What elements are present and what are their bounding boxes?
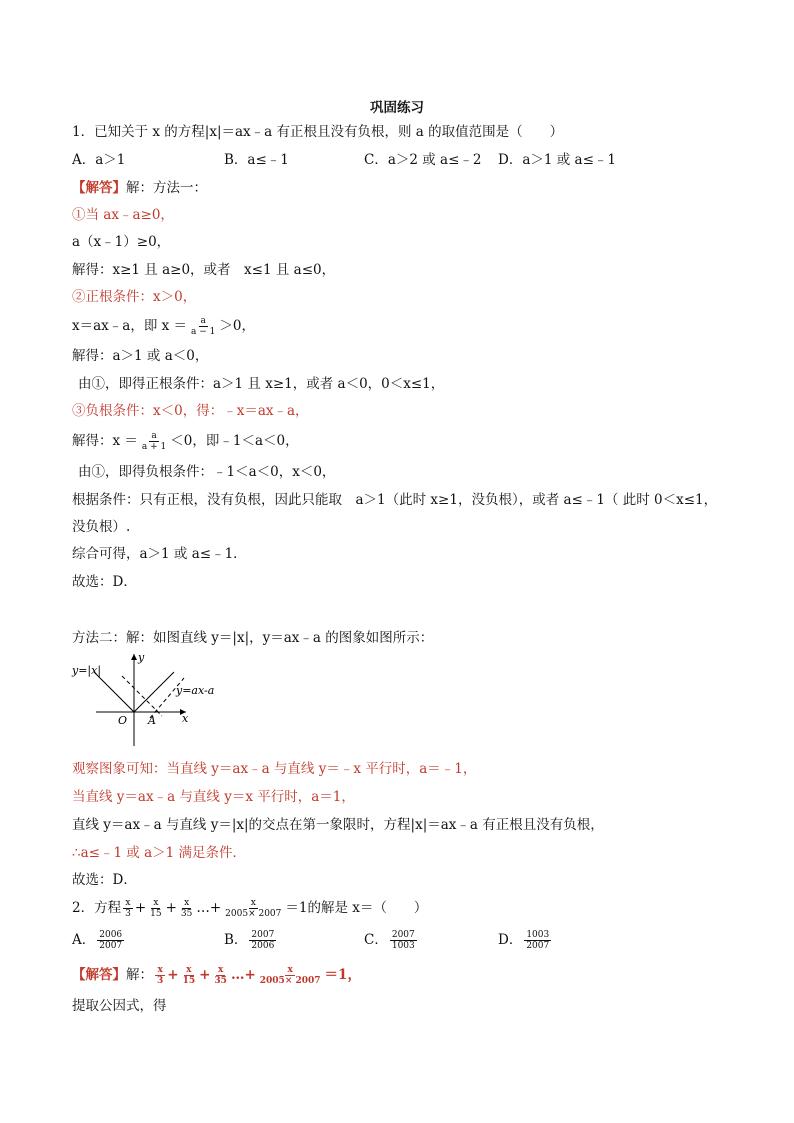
q1-observe-4: ∴a≤﹣1 或 a＞1 满足条件． — [72, 845, 247, 861]
answer-term-3 — [212, 965, 229, 986]
frac-num: x — [125, 898, 131, 908]
q2-term-1 — [123, 898, 133, 919]
option-fraction — [249, 930, 276, 951]
answer-tag: 【解答】 — [72, 967, 126, 983]
answer-term-1 — [155, 965, 165, 986]
frac-num: 2006 — [99, 930, 123, 940]
frac-den: 15 — [182, 976, 196, 986]
frac-num: x — [186, 965, 192, 975]
q2-option-a — [72, 930, 126, 951]
q1-stem: 1．已知关于 x 的方程|x|＝ax﹣a 有正根且没有负根，则 a 的取值范围是（ ） — [72, 124, 564, 140]
q1-line-case2: ②正根条件：x＞0， — [72, 289, 197, 305]
q1-line-solve3 — [72, 431, 299, 452]
q1-choose-2: 故选：D． — [72, 872, 137, 888]
frac-num: x — [287, 965, 293, 975]
frac-num: a — [151, 431, 157, 441]
q1-option-a: A．a＞1 — [72, 152, 126, 168]
label-origin: O — [118, 714, 128, 727]
fraction-a-over-a-minus-1 — [189, 316, 217, 337]
frac-den: a − 1 — [191, 327, 216, 337]
frac-den: 2005× 2007 — [225, 909, 282, 919]
y-axis-arrow — [131, 654, 137, 660]
q2-last-line: 提取公因式，得 — [72, 998, 167, 1014]
option-fraction — [390, 930, 417, 951]
frac-den: 35 — [180, 909, 193, 919]
frac-den: 35 — [214, 976, 227, 986]
answer-term-4 — [258, 965, 323, 986]
q1-line-choose: 故选：D． — [72, 574, 137, 590]
q1-line-solve2: 解得：a＞1 或 a＜0， — [72, 348, 209, 364]
q1-observe-1: 观察图象可知：当直线 y＝ax﹣a 与直线 y＝﹣x 平行时，a＝﹣1， — [72, 761, 477, 777]
q1-line-factor: a（x﹣1）≥0， — [72, 234, 171, 250]
q1-line-combined: 综合可得，a＞1 或 a≤﹣1． — [72, 546, 247, 562]
frac-den: 3 — [125, 909, 131, 919]
q1-option-d: D．a＞1 或 a≤﹣1 — [498, 152, 616, 168]
option-label: C． — [364, 932, 388, 948]
q2-answer — [72, 965, 361, 986]
fraction-a-over-a-plus-1 — [140, 431, 168, 452]
frac-den: 2007 — [99, 941, 123, 951]
q1-line-case3: ③负根条件：x＜0，得：﹣x＝ax﹣a， — [72, 403, 309, 419]
option-fraction — [524, 930, 551, 951]
q1-line-conclusion-cont: 没负根）. — [72, 519, 131, 535]
label-point-a: A — [148, 714, 156, 727]
option-label: A． — [72, 932, 96, 948]
label-y: y — [138, 651, 145, 664]
frac-num: a — [200, 316, 206, 326]
label-y-abs: y=|x| — [72, 664, 102, 677]
q2-term-2 — [148, 898, 163, 919]
q1-option-c: C．a＞2 或 a≤﹣2 — [364, 152, 482, 168]
q1-solution-head — [72, 178, 207, 198]
q2-option-d — [498, 930, 553, 951]
label-x: x — [182, 712, 189, 725]
frac-den: 2005× 2007 — [259, 976, 321, 986]
frac-den: 2007 — [526, 941, 550, 951]
q2-term-4 — [223, 898, 283, 919]
answer-term-2 — [181, 965, 198, 986]
dashed-line-neg — [122, 676, 162, 716]
q2-stem-post: ＝1的解是 x＝（ ） — [285, 900, 428, 916]
eq-tail: ＞0， — [219, 318, 255, 334]
frac-num: x — [218, 965, 224, 975]
frac-num: x — [153, 898, 159, 908]
frac-num: 1003 — [526, 930, 550, 940]
q1-observe-3: 直线 y＝ax﹣a 与直线 y＝|x|的交点在第一象限时，方程|x|＝ax﹣a 有正根且没有负根， — [72, 817, 604, 833]
frac-num: x — [184, 898, 190, 908]
label-line: y=ax-a — [176, 684, 215, 697]
method-one-label: 解：方法一： — [126, 180, 207, 196]
frac-num: 2007 — [391, 930, 415, 940]
q1-line-case1: ①当 ax﹣a≥0， — [72, 207, 174, 223]
q2-stem-pre: 2．方程 — [72, 900, 122, 916]
frac-num: x — [250, 898, 256, 908]
function-graph — [70, 648, 215, 748]
answer-post: ＝1， — [324, 967, 361, 983]
q1-observe-2: 当直线 y＝ax﹣a 与直线 y＝x 平行时，a＝1， — [72, 789, 355, 805]
solve3-text: 解得：x ＝ — [72, 433, 138, 449]
frac-den: 2006 — [251, 941, 275, 951]
option-label: B． — [224, 932, 248, 948]
frac-den: a + 1 — [141, 442, 167, 452]
solve3-tail: ＜0，即﹣1＜a＜0， — [170, 433, 299, 449]
frac-den: 3 — [157, 976, 164, 986]
q1-method-two: 方法二：解：如图直线 y＝|x|，y＝ax﹣a 的图象如图所示： — [72, 630, 434, 646]
q1-line-pos-cond: 由①，即得正根条件：a＞1 且 x≥1，或者 a＜0，0＜x≤1， — [78, 376, 445, 392]
frac-den: 15 — [150, 909, 162, 919]
q1-line-conclusion: 根据条件：只有正根，没有负根，因此只能取 a＞1（此时 x≥1，没负根），或者 a≤﹣1（ 此时 0＜x≤1， — [72, 492, 718, 508]
q2-option-b — [224, 930, 278, 951]
answer-expression: $\frac{x}{3}$ + $\frac{x}{15}$ + $\frac{x}{35}$ …+ $\frac{x}{2005\times 2007}$ ＝1， — [157, 965, 361, 986]
option-fraction — [97, 930, 124, 951]
answer-pre: 解： — [126, 967, 153, 983]
q2-stem: 2．方程 $\frac{x}{3}$ + $\frac{x}{15}$ + $\frac{x}{35}$ …+ $\frac{x}{2005\times 2007}$ ＝1的解是 x＝（ ） — [72, 898, 428, 919]
frac-num: x — [157, 965, 163, 975]
q2-term-3 — [179, 898, 194, 919]
q1-option-b: B．a≤﹣1 — [224, 152, 289, 168]
section-title: 巩固练习 — [370, 100, 424, 116]
frac-den: 1003 — [391, 941, 415, 951]
q1-line-solve1: 解得：x≥1 且 a≥0，或者 x≤1 且 a≤0， — [72, 262, 336, 278]
q1-line-neg-cond: 由①，即得负根条件：﹣1＜a＜0，x＜0， — [78, 464, 336, 480]
q1-line-eq — [72, 316, 255, 337]
eq-text: x＝ax﹣a，即 x ＝ — [72, 318, 188, 334]
answer-tag: 【解答】 — [72, 180, 126, 196]
frac-num: 2007 — [251, 930, 275, 940]
q2-option-c — [364, 930, 419, 951]
option-label: D． — [498, 932, 523, 948]
